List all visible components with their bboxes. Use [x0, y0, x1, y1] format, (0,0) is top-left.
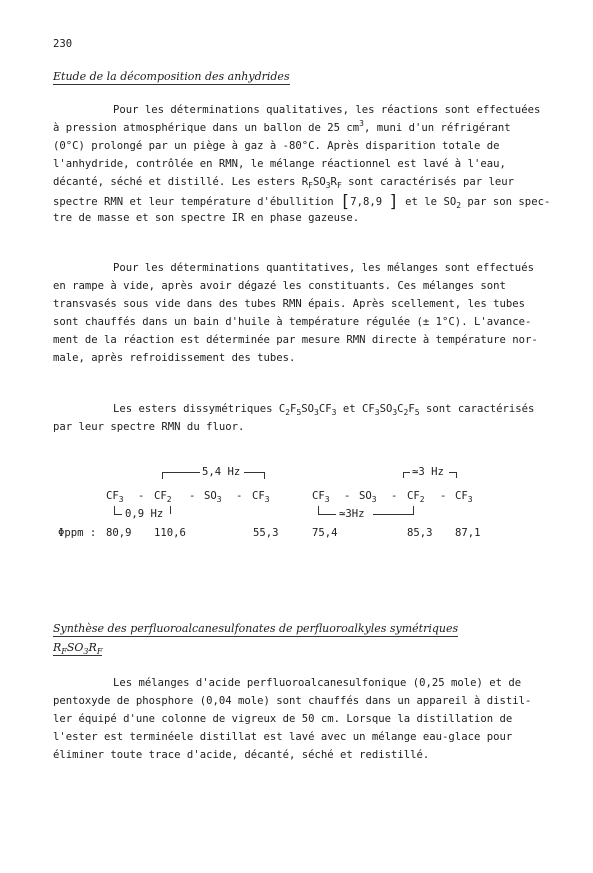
- p2-line-5: ment de la réaction est déterminée par mesure RMN directe à température nor-: [53, 334, 538, 346]
- p4-line-1: Les mélanges d'acide perfluoroalcanesulfonique (0,25 mole) et de: [113, 677, 522, 689]
- left-group-3: $SO_3$: [204, 490, 222, 504]
- left-group-1: $CF_3$: [106, 490, 124, 504]
- right-group-4: $CF_3$: [455, 490, 473, 504]
- coupling-line-right-top-a: [403, 472, 410, 473]
- section-heading-formula: $R_FSO_3R_F$: [53, 641, 103, 656]
- p2-line-3: transvasés sous vide dans des tubes RMN épais. Après scellement, les tubes: [53, 298, 525, 310]
- section-heading-decomposition: [53, 70, 290, 83]
- coupling-label-right-bottom: ≃3Hz: [339, 508, 365, 520]
- p2-line-2: en rampe à vide, après avoir dégazé les constituants. Ces mélanges sont: [53, 280, 506, 292]
- p1-line-6: spectre RMN et leur température d'ébullition [7,8,9 ] et le $SO_2$ par son spec-: [53, 192, 551, 212]
- shift-left-cf3: 80,9: [106, 527, 132, 539]
- shift-right-cf2: 85,3: [407, 527, 433, 539]
- p2-line-1: Pour les déterminations quantitatives, les mélanges sont effectués: [113, 262, 534, 274]
- page-number: 230: [53, 38, 73, 50]
- coupling-line-right-bottom-a: [318, 514, 336, 515]
- coupling-bracket-right-top-end: [456, 472, 457, 478]
- left-bond-2: -: [189, 490, 196, 502]
- shift-right-cf3: 87,1: [455, 527, 481, 539]
- coupling-label-left-bottom: 0,9 Hz: [125, 508, 164, 520]
- p4-line-2: pentoxyde de phosphore (0,04 mole) sont chauffés dans un appareil à distil-: [53, 695, 532, 707]
- coupling-bracket-left-top-start: [162, 472, 163, 479]
- p1-line-7: tre de masse et son spectre IR en phase gazeuse.: [53, 212, 360, 224]
- coupling-line-left-bottom-a: [114, 514, 122, 515]
- left-group-4: $CF_3$: [252, 490, 270, 504]
- left-group-2: $CF_2$: [154, 490, 172, 504]
- right-group-3: $CF_2$: [407, 490, 425, 504]
- shift-right-cf3-ester: 75,4: [312, 527, 338, 539]
- coupling-bracket-right-bottom-end: [413, 506, 414, 515]
- coupling-label-right-top: ≃3 Hz: [412, 466, 444, 478]
- coupling-bracket-right-bottom-start: [318, 506, 319, 514]
- p1-line-4: l'anhydride, contrôlée en RMN, le mélange réactionnel est lavé à l'eau,: [53, 158, 506, 170]
- coupling-bracket-left-bottom-end: [170, 506, 171, 514]
- coupling-line-right-top-b: [449, 472, 456, 473]
- right-bond-2: -: [391, 490, 398, 502]
- p1-line-1: Pour les déterminations qualitatives, les réactions sont effectuées: [113, 104, 541, 116]
- left-bond-3: -: [236, 490, 243, 502]
- shift-left-cf2: 110,6: [154, 527, 186, 539]
- section-heading-synthesis: [53, 622, 458, 635]
- right-group-2: $SO_3$: [359, 490, 377, 504]
- p2-line-6: male, après refroidissement des tubes.: [53, 352, 296, 364]
- shift-left-cf3-ester: 55,3: [253, 527, 279, 539]
- right-group-1: $CF_3$: [312, 490, 330, 504]
- p2-line-4: sont chauffés dans un bain d'huile à température régulée (± 1°C). L'avance-: [53, 316, 532, 328]
- coupling-line-right-bottom-b: [373, 514, 413, 515]
- p3-line-1: Les esters dissymétriques $C_2F_5SO_3CF_3$ et $CF_3SO_3C_2F_5$ sont caractérisés: [113, 403, 535, 417]
- chemical-shift-label: Φppm :: [58, 527, 97, 539]
- p1-line-3: (0°C) prolongé par un piège à gaz à -80°C. Après disparition totale de: [53, 140, 500, 152]
- left-bond-1: -: [138, 490, 145, 502]
- coupling-label-left-top: 5,4 Hz: [202, 466, 241, 478]
- section-heading-text: Etude de la décomposition des anhydrides: [53, 70, 290, 83]
- p4-line-4: l'ester est terminéele distillat est lavé avec un mélange eau-glace pour: [53, 731, 513, 743]
- section-heading-synthesis-text: Synthèse des perfluoroalcanesulfonates de perfluoroalkyles symétriques: [53, 622, 459, 635]
- p4-line-3: ler équipé d'une colonne de vigreux de 50 cm. Lorsque la distillation de: [53, 713, 513, 725]
- coupling-line-left-top-a: [162, 472, 200, 473]
- p3-line-2: par leur spectre RMN du fluor.: [53, 421, 245, 433]
- p1-line-5: décanté, séché et distillé. Les esters $R_FSO_3R_F$ sont caractérisés par leur: [53, 176, 514, 190]
- coupling-bracket-left-top-end: [264, 472, 265, 479]
- right-bond-3: -: [440, 490, 447, 502]
- right-bond-1: -: [344, 490, 351, 502]
- coupling-line-left-top-b: [244, 472, 264, 473]
- p4-line-5: éliminer toute trace d'acide, décanté, séché et redistillé.: [53, 749, 430, 761]
- p1-line-2: à pression atmosphérique dans un ballon de 25 $cm^3$, muni d'un réfrigérant: [53, 119, 511, 134]
